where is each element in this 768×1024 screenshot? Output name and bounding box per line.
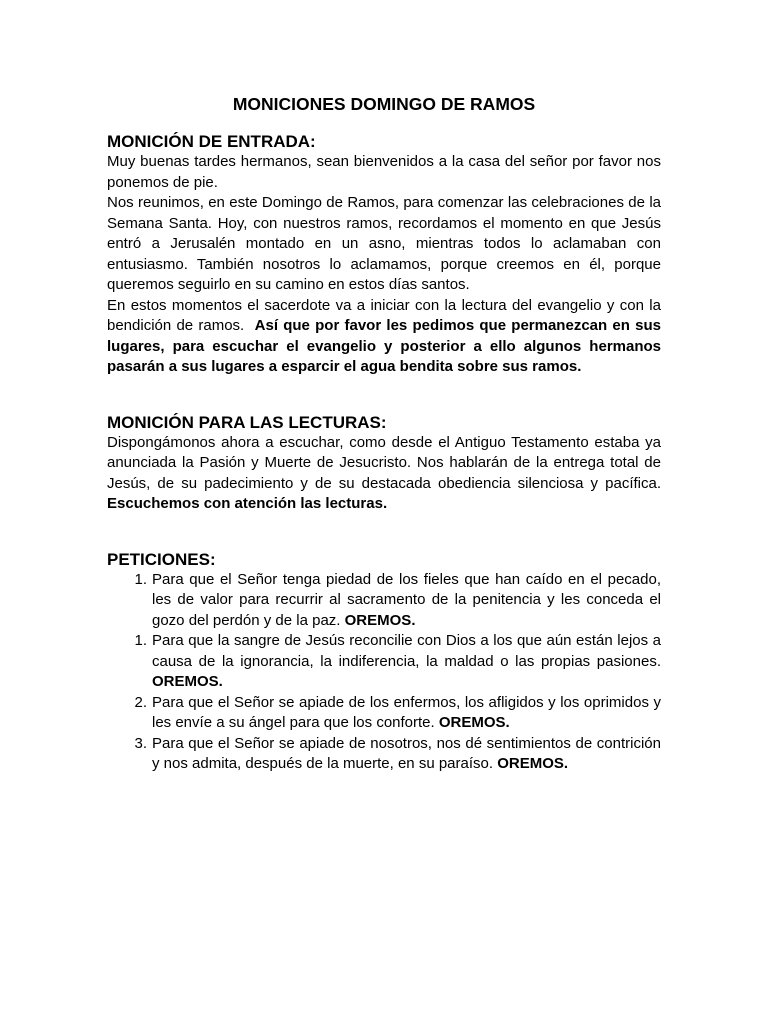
peticiones-list — [107, 570, 661, 775]
peticion-text: Para que el Señor se apiade de nosotros, nos dé sentimientos de contrición y nos admita, después de la muerte, en su paraíso. — [152, 734, 661, 772]
lecturas-paragraph-text: Dispongámonos ahora a escuchar, como desde el Antiguo Testamento estaba ya anunciada la Pasión y Muerte de Jesucristo. Nos hablarán de la entrega total de Jesús, de su padecimiento y de su destacada obediencia silenciosa y pacífica. — [107, 433, 661, 492]
entrada-paragraph-3-bold: Así que por favor les pedimos que permanezcan en sus lugares, para escuchar el evangelio y posterior a ello algunos hermanos pasarán a sus lugares a esparcir el agua bendita sobre sus ramos. — [107, 317, 661, 375]
section-heading-lecturas: MONICIÓN PARA LAS LECTURAS: — [107, 412, 387, 432]
peticion-number: 3. — [134, 734, 147, 752]
section-spacer — [107, 515, 661, 550]
entrada-paragraph-2: Nos reunimos, en este Domingo de Ramos, para comenzar las celebraciones de la Semana Santa. Hoy, con nuestros ramos, recordamos el momento en que Jesús entró a Jerusalén montado en un asno, mientras todos lo aclamaban con entusiasmo. También nosotros lo aclamamos, porque creemos en él, porque queremos seguirlo en su camino en estos días santos. — [107, 194, 661, 293]
section-spacer — [107, 378, 661, 413]
section-lecturas — [107, 413, 661, 515]
section-heading-entrada: MONICIÓN DE ENTRADA: — [107, 132, 316, 151]
peticion-item — [107, 734, 661, 775]
entrada-paragraph-1: Muy buenas tardes hermanos, sean bienvenidos a la casa del señor por favor nos ponemos de pie. — [107, 153, 661, 191]
document-body — [107, 92, 661, 775]
section-heading-peticiones: PETICIONES: — [107, 549, 216, 569]
entrada-paragraph-3-text: En estos momentos el sacerdote va a iniciar con la lectura del evangelio y con la bendición de ramos. — [107, 296, 661, 334]
peticion-item — [107, 693, 661, 734]
entrada-paragraph-3 — [107, 296, 661, 378]
peticion-text: Para que el Señor tenga piedad de los fieles que han caído en el pecado, les de valor para recurrir al sacramento de la penitencia y les conceda el gozo del perdón y de la paz. — [152, 570, 661, 629]
peticion-number: 1. — [134, 632, 147, 649]
peticion-response: OREMOS. — [152, 673, 223, 690]
peticion-text: Para que el Señor se apiade de los enfermos, los afligidos y los oprimidos y les envíe a su ángel para que los conforte. — [152, 693, 661, 731]
peticion-item — [107, 631, 661, 693]
section-peticiones — [107, 550, 661, 775]
peticion-text: Para que la sangre de Jesús reconcilie con Dios a los que aún están lejos a causa de la ignorancia, la indiferencia, la maldad o las propias pasiones. — [152, 632, 661, 670]
peticion-number: 1. — [134, 570, 147, 588]
document-title: MONICIONES DOMINGO DE RAMOS — [232, 94, 536, 114]
peticion-response: OREMOS. — [497, 755, 569, 772]
peticion-number: 2. — [134, 693, 147, 711]
peticion-item — [107, 570, 661, 632]
lecturas-paragraph-bold: Escuchemos con atención las lecturas. — [107, 495, 388, 512]
peticion-response: OREMOS. — [438, 714, 510, 731]
section-entrada — [107, 132, 661, 378]
lecturas-paragraph — [107, 433, 661, 515]
peticion-response: OREMOS. — [344, 611, 416, 629]
